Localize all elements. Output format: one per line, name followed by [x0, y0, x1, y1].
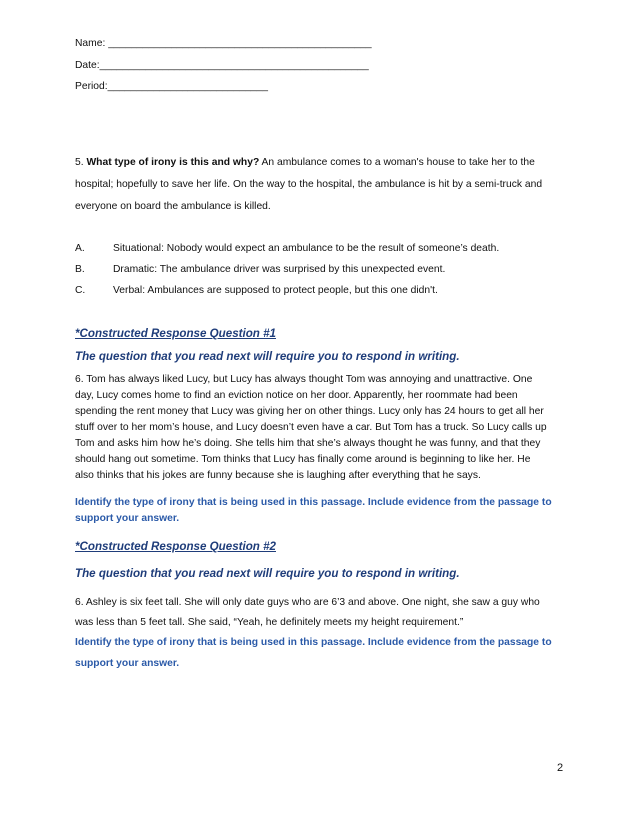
- option-letter: A.: [75, 243, 85, 254]
- option-text: Verbal: Ambulances are supposed to protect people, but this one didn't.: [113, 285, 438, 296]
- option-text: Dramatic: The ambulance driver was surprised by this unexpected event.: [113, 264, 446, 275]
- date-field-line: Date:_______________________________________________: [75, 60, 369, 71]
- name-field-line: Name: ______________________________________________: [75, 38, 372, 49]
- passage-line: day, Lucy comes home to find an eviction notice on her door. Apparently, her roommate had been: [75, 390, 518, 401]
- question-5-bold-text: What type of irony is this and why?: [86, 157, 260, 168]
- crq-2-prompt: [75, 637, 563, 677]
- period-field-line: Period:____________________________: [75, 81, 268, 92]
- prompt-line: support your answer.: [75, 658, 180, 669]
- crq-2-title: *Constructed Response Question #2: [75, 540, 276, 553]
- option-letter: B.: [75, 264, 85, 275]
- passage-line: 6. Tom has always liked Lucy, but Lucy has always thought Tom was annoying and unattractive. One: [75, 374, 533, 385]
- crq-2-passage: [75, 597, 563, 637]
- crq-1-prompt: [75, 497, 563, 529]
- question-5-line-3: everyone on board the ambulance is killed.: [75, 201, 271, 212]
- passage-line: also thinks that his jokes are funny because she is laughing after everything that he says.: [75, 470, 481, 481]
- crq-1-title: *Constructed Response Question #1: [75, 327, 276, 340]
- question-5-line-2: hospital; hopefully to save her life. On the way to the hospital, the ambulance is hit by a semi-truck and: [75, 179, 543, 190]
- option-letter: C.: [75, 285, 86, 296]
- passage-line: should hang out sometime. Tom thinks that Lucy has finally come around is beginning to like her. He: [75, 454, 531, 465]
- page-number: 2: [557, 762, 564, 774]
- question-number: 5.: [75, 157, 84, 168]
- crq-2-subtitle: The question that you read next will require you to respond in writing.: [75, 567, 460, 580]
- prompt-line: Identify the type of irony that is being used in this passage. Include evidence from the passage to: [75, 497, 552, 508]
- question-5-line-1: [75, 157, 535, 168]
- option-text: Situational: Nobody would expect an ambulance to be the result of someone’s death.: [113, 243, 500, 254]
- passage-line: spending the rent money that Lucy was giving her on other things. Lucy only has 24 hours to get all her: [75, 406, 544, 417]
- passage-line: Tom and asks him how he’s doing. She tells him that she’s always thought he was funny, and that they: [75, 438, 541, 449]
- question-5-text: An ambulance comes to a woman's house to take her to the: [261, 157, 535, 168]
- prompt-line: support your answer.: [75, 513, 180, 524]
- passage-line: was less than 5 feet tall. She said, “Yeah, he definitely meets my height requirement.”: [75, 617, 464, 628]
- passage-line: stuff over to her mom’s house, and Lucy doesn’t even have a car. But Tom has a truck. So Lucy calls up: [75, 422, 547, 433]
- passage-line: 6. Ashley is six feet tall. She will only date guys who are 6’3 and above. One night, she saw a guy who: [75, 597, 540, 608]
- crq-1-subtitle: The question that you read next will require you to respond in writing.: [75, 350, 460, 363]
- question-5: [75, 157, 563, 227]
- crq-1-passage: [75, 374, 563, 484]
- prompt-line: Identify the type of irony that is being used in this passage. Include evidence from the passage to: [75, 637, 552, 648]
